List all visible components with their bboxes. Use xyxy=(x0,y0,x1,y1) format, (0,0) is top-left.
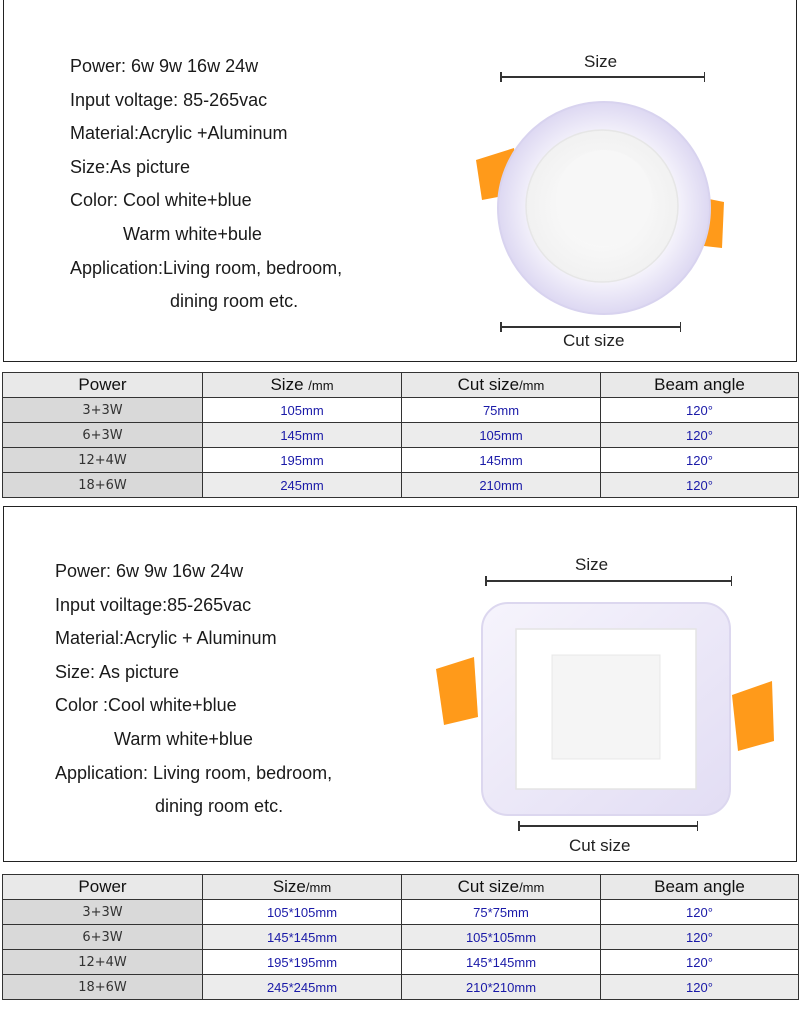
spec-material: Material:Acrylic +Aluminum xyxy=(70,123,288,144)
beam-angle-cell: 120° xyxy=(601,473,799,498)
header-beam-angle: Beam angle xyxy=(601,875,799,900)
spec-power: Power: 6w 9w 16w 24w xyxy=(70,56,259,76)
header-size: Size/mm xyxy=(203,875,402,900)
table-header-row xyxy=(3,373,799,398)
size-cell: 245mm xyxy=(203,473,402,498)
table-row xyxy=(3,398,799,423)
spec-input-voltage: Input voiltage:85-265vac xyxy=(55,594,252,615)
table-row xyxy=(3,423,799,448)
header-power: Power xyxy=(3,875,203,900)
spec-power: Power: 6w 9w 16w 24w xyxy=(55,561,244,581)
cut-size-dimension-label: Cut size xyxy=(569,836,631,855)
cut-size-cell: 105*105mm xyxy=(402,925,601,950)
square-spec-table xyxy=(2,874,799,1000)
beam-angle-cell: 120° xyxy=(601,900,799,925)
cut-size-dimension-line xyxy=(500,326,681,328)
header-size: Size /mm xyxy=(203,373,402,398)
beam-angle-cell: 120° xyxy=(601,398,799,423)
cut-size-cell: 210*210mm xyxy=(402,975,601,1000)
table-row xyxy=(3,900,799,925)
table-row xyxy=(3,950,799,975)
size-cell: 195*195mm xyxy=(203,950,402,975)
beam-angle-cell: 120° xyxy=(601,950,799,975)
power-cell: 12+4W xyxy=(3,448,203,473)
header-power: Power xyxy=(3,373,203,398)
power-cell: 6+3W xyxy=(3,423,203,448)
spec-size: Size: As picture xyxy=(55,661,180,682)
beam-angle-cell: 120° xyxy=(601,975,799,1000)
header-cut-size: Cut size/mm xyxy=(402,875,601,900)
power-cell: 3+3W xyxy=(3,900,203,925)
round-light-spec-panel xyxy=(3,0,797,362)
header-cut-size: Cut size/mm xyxy=(402,373,601,398)
beam-angle-cell: 120° xyxy=(601,423,799,448)
cut-size-cell: 75mm xyxy=(402,398,601,423)
power-cell: 12+4W xyxy=(3,950,203,975)
spec-application: Application: Living room, bedroom, xyxy=(55,762,333,783)
inner-diffuser xyxy=(552,655,660,759)
cut-size-cell: 145mm xyxy=(402,448,601,473)
size-dimension-label: Size xyxy=(575,555,609,574)
size-cell: 245*245mm xyxy=(203,975,402,1000)
table-row xyxy=(3,975,799,1000)
cut-size-cell: 105mm xyxy=(402,423,601,448)
inner-diffuser xyxy=(556,150,652,246)
beam-angle-cell: 120° xyxy=(601,925,799,950)
size-dimension-line xyxy=(500,76,705,78)
size-dimension-line xyxy=(485,580,732,582)
spec-input-voltage: Input voltage: 85-265vac xyxy=(70,89,268,110)
square-spec-list xyxy=(55,555,332,824)
square-led-panel-image xyxy=(432,599,777,821)
left-spring-clip xyxy=(436,657,478,725)
power-cell: 6+3W xyxy=(3,925,203,950)
spec-application-cont: dining room etc. xyxy=(170,291,299,312)
table-header-row xyxy=(3,875,799,900)
spec-color-alt: Warm white+blue xyxy=(114,728,253,749)
power-cell: 18+6W xyxy=(3,975,203,1000)
power-cell: 3+3W xyxy=(3,398,203,423)
cut-size-cell: 75*75mm xyxy=(402,900,601,925)
size-dimension-label: Size xyxy=(584,52,618,71)
size-cell: 145mm xyxy=(203,423,402,448)
round-led-panel-image xyxy=(474,88,734,328)
table-row xyxy=(3,473,799,498)
beam-angle-cell: 120° xyxy=(601,448,799,473)
cut-size-dimension-label: Cut size xyxy=(563,331,625,350)
spec-size: Size:As picture xyxy=(70,156,191,177)
size-cell: 145*145mm xyxy=(203,925,402,950)
size-cell: 105mm xyxy=(203,398,402,423)
header-beam-angle: Beam angle xyxy=(601,373,799,398)
spec-color: Color :Cool white+blue xyxy=(55,695,237,716)
size-cell: 195mm xyxy=(203,448,402,473)
cut-size-cell: 145*145mm xyxy=(402,950,601,975)
table-row xyxy=(3,925,799,950)
spec-color-alt: Warm white+bule xyxy=(123,223,262,244)
spec-color: Color: Cool white+blue xyxy=(70,190,252,211)
round-spec-list xyxy=(70,50,342,319)
table-row xyxy=(3,448,799,473)
right-spring-clip xyxy=(732,681,774,751)
spec-material: Material:Acrylic + Aluminum xyxy=(55,628,277,649)
spec-application: Application:Living room, bedroom, xyxy=(70,257,343,278)
cut-size-cell: 210mm xyxy=(402,473,601,498)
size-cell: 105*105mm xyxy=(203,900,402,925)
square-light-spec-panel xyxy=(3,506,797,862)
power-cell: 18+6W xyxy=(3,473,203,498)
cut-size-dimension-line xyxy=(518,825,698,827)
round-spec-table xyxy=(2,372,799,498)
spec-application-cont: dining room etc. xyxy=(155,796,284,817)
